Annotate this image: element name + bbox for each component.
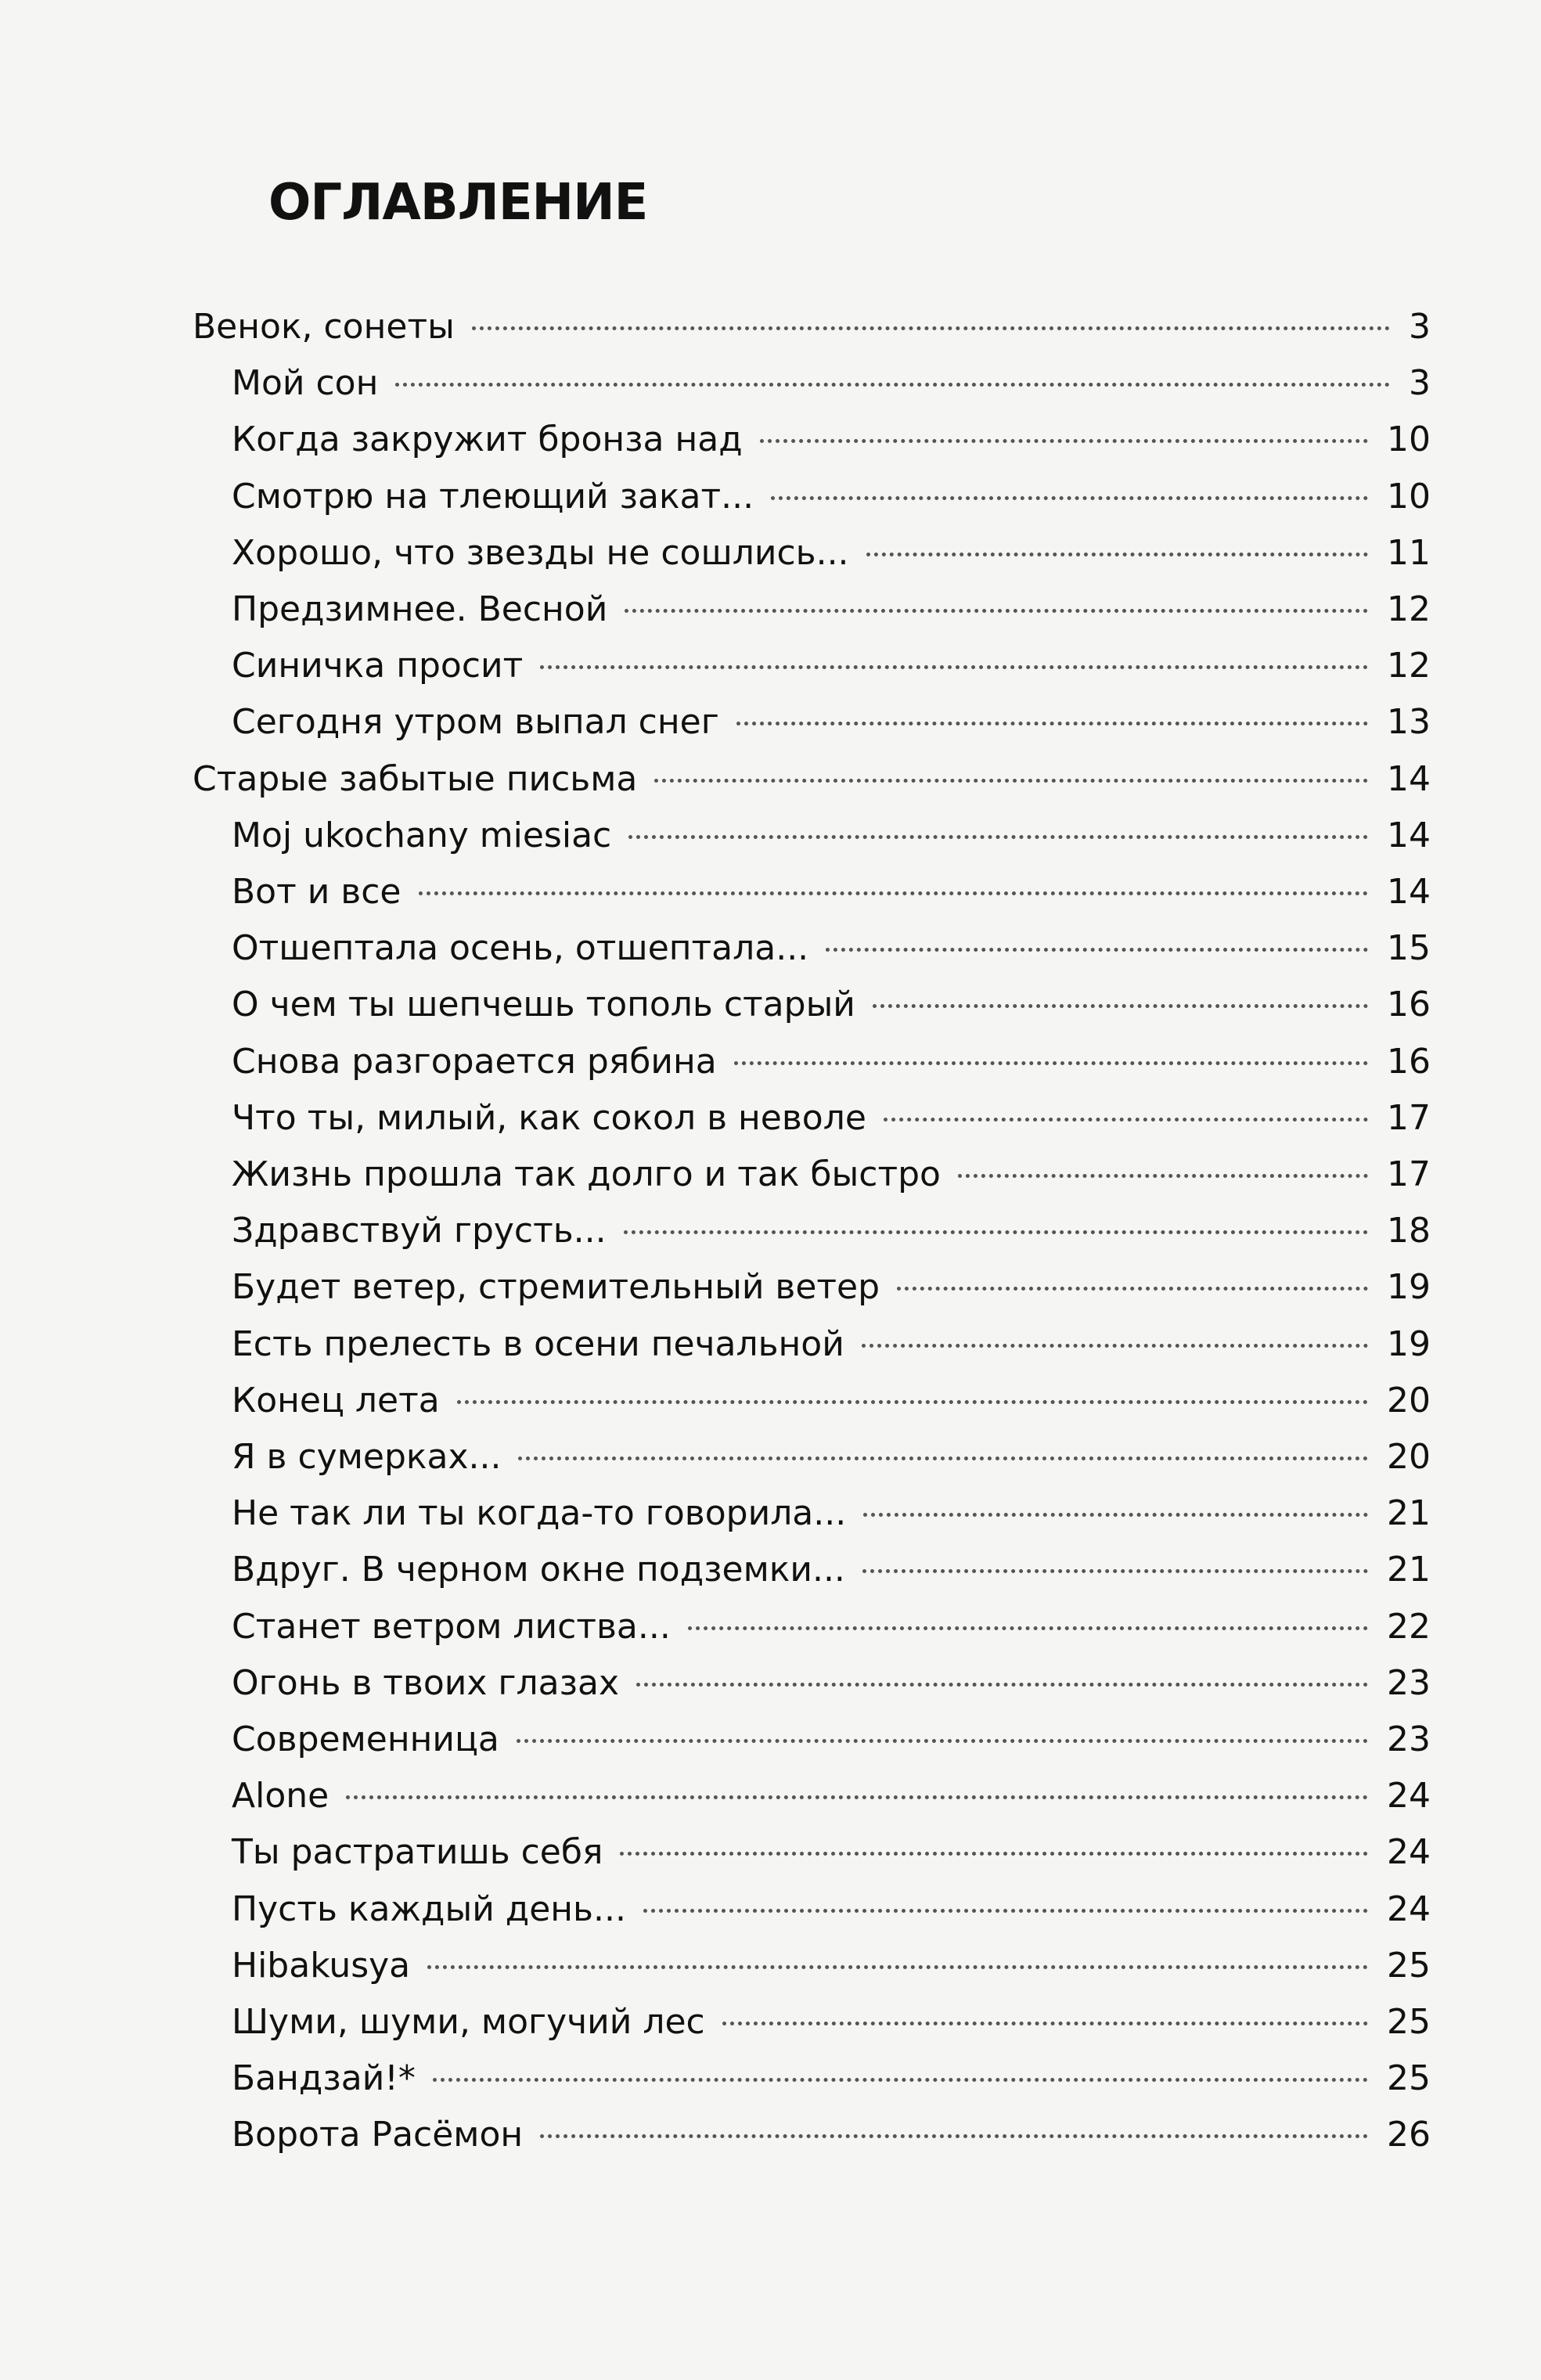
dot-leader xyxy=(346,1795,1368,1799)
toc-entry-title: Смотрю на тлеющий закат... xyxy=(232,477,754,517)
toc-entry-title: Moj ukochany miesiac xyxy=(232,816,612,855)
toc-entry-title: Ворота Расёмон xyxy=(232,2115,524,2155)
toc-entry-title: Конец лета xyxy=(232,1381,440,1420)
toc-entry xyxy=(232,586,1431,633)
toc-entry-title: Вдруг. В черном окне подземки... xyxy=(232,1550,845,1590)
dot-leader xyxy=(771,496,1368,500)
toc-entry-title: Снова разгорается рябина xyxy=(232,1042,717,1082)
dot-leader xyxy=(540,2134,1368,2138)
dot-leader xyxy=(472,326,1390,330)
dot-leader xyxy=(625,609,1368,613)
toc-page-number: 17 xyxy=(1387,1154,1431,1194)
toc-entry xyxy=(232,1321,1431,1368)
toc-entry xyxy=(232,1773,1431,1820)
toc-page-number: 21 xyxy=(1387,1550,1431,1590)
toc-entry xyxy=(232,643,1431,690)
toc-section-entry xyxy=(193,756,1431,803)
toc-entry xyxy=(232,1434,1431,1481)
toc-entry xyxy=(232,1886,1431,1933)
toc-entry xyxy=(232,1095,1431,1142)
toc-page-number: 12 xyxy=(1387,589,1431,629)
dot-leader xyxy=(734,1061,1368,1065)
toc-entry xyxy=(232,1604,1431,1651)
toc-entry xyxy=(232,1377,1431,1424)
toc-entry-title: Будет ветер, стремительный ветер xyxy=(232,1267,880,1307)
dot-leader xyxy=(958,1174,1368,1178)
toc-entry xyxy=(232,2112,1431,2159)
toc-page-number: 25 xyxy=(1387,2058,1431,2098)
dot-leader xyxy=(760,439,1368,443)
toc-entry-title: Сегодня утром выпал снег xyxy=(232,702,719,742)
toc-page-number: 19 xyxy=(1387,1267,1431,1307)
toc-page-number: 16 xyxy=(1387,985,1431,1024)
toc-entry-title: Здравствуй грусть... xyxy=(232,1211,607,1251)
dot-leader xyxy=(722,2022,1368,2025)
toc-entry-title: Шуми, шуми, могучий лес xyxy=(232,2002,705,2042)
toc-page-number: 11 xyxy=(1387,533,1431,573)
toc-entry-title: Синичка просит xyxy=(232,646,524,686)
toc-entry xyxy=(232,1999,1431,2046)
toc-entry-title: Не так ли ты когда-то говорила... xyxy=(232,1493,847,1533)
dot-leader xyxy=(518,1456,1368,1460)
page-title: ОГЛАВЛЕНИЕ xyxy=(268,174,648,232)
toc-page-number: 17 xyxy=(1387,1098,1431,1138)
toc-entry xyxy=(232,1943,1431,1989)
toc-entry-title: Я в сумерках... xyxy=(232,1437,502,1477)
toc-page-number: 24 xyxy=(1387,1832,1431,1872)
dot-leader xyxy=(688,1626,1368,1630)
dot-leader xyxy=(826,948,1368,952)
dot-leader xyxy=(540,665,1368,669)
dot-leader xyxy=(517,1739,1368,1743)
dot-leader xyxy=(624,1230,1368,1234)
toc-entry-title: Станет ветром листва... xyxy=(232,1607,671,1647)
dot-leader xyxy=(862,1344,1368,1348)
toc-page-number: 21 xyxy=(1387,1493,1431,1533)
toc-entry-title: Жизнь прошла так долго и так быстро xyxy=(232,1154,941,1194)
toc-page-number: 18 xyxy=(1387,1211,1431,1251)
toc-page-number: 26 xyxy=(1387,2115,1431,2155)
toc-section-entry xyxy=(193,304,1431,351)
toc-page-number: 13 xyxy=(1387,702,1431,742)
dot-leader xyxy=(427,1965,1368,1969)
toc-entry-title: Что ты, милый, как сокол в неволе xyxy=(232,1098,866,1138)
dot-leader xyxy=(873,1004,1368,1008)
toc-entry xyxy=(232,925,1431,972)
toc-entry-title: Вот и все xyxy=(232,872,401,912)
dot-leader xyxy=(866,553,1368,556)
dot-leader xyxy=(457,1400,1368,1404)
dot-leader xyxy=(620,1852,1368,1856)
toc-entry-title: Мой сон xyxy=(232,363,379,403)
toc-entry xyxy=(232,530,1431,577)
dot-leader xyxy=(628,835,1368,839)
toc-entry-title: Предзимнее. Весной xyxy=(232,589,608,629)
toc-entry-title: Когда закружит бронза над xyxy=(232,419,743,459)
toc-entry-title: Хорошо, что звезды не сошлись... xyxy=(232,533,849,573)
toc-page-number: 19 xyxy=(1387,1324,1431,1364)
toc-entry-title: Ты растратишь себя xyxy=(232,1832,603,1872)
toc-entry xyxy=(232,1546,1431,1593)
toc-page-number: 24 xyxy=(1387,1776,1431,1816)
toc-page-number: 25 xyxy=(1387,2002,1431,2042)
toc-entry xyxy=(232,1829,1431,1876)
dot-leader xyxy=(643,1909,1368,1913)
toc-entry-title: Пусть каждый день... xyxy=(232,1889,626,1929)
toc-entry xyxy=(232,869,1431,916)
toc-entry-title: Бандзай!* xyxy=(232,2058,416,2098)
toc-page-number: 23 xyxy=(1387,1663,1431,1703)
toc-entry xyxy=(232,473,1431,520)
toc-entry xyxy=(232,1490,1431,1537)
toc-page-number: 14 xyxy=(1387,759,1431,799)
dot-leader xyxy=(395,383,1390,387)
toc-page-number: 15 xyxy=(1387,928,1431,968)
toc-page-number: 14 xyxy=(1387,816,1431,855)
dot-leader xyxy=(636,1683,1368,1687)
toc-entry-title: Отшептала осень, отшептала... xyxy=(232,928,809,968)
toc-page-number: 24 xyxy=(1387,1889,1431,1929)
dot-leader xyxy=(897,1287,1368,1291)
toc-page-number: 23 xyxy=(1387,1719,1431,1759)
dot-leader xyxy=(862,1569,1368,1573)
toc-page-number: 14 xyxy=(1387,872,1431,912)
toc-entry-title: Старые забытые письма xyxy=(193,759,638,799)
toc-page-number: 22 xyxy=(1387,1607,1431,1647)
toc-page-number: 10 xyxy=(1387,477,1431,517)
dot-leader xyxy=(884,1118,1368,1122)
dot-leader xyxy=(863,1513,1368,1517)
toc-page-number: 25 xyxy=(1387,1946,1431,1986)
dot-leader xyxy=(419,891,1369,895)
toc-page-number: 12 xyxy=(1387,646,1431,686)
toc-page-number: 3 xyxy=(1409,363,1431,403)
toc-entry-title: Венок, сонеты xyxy=(193,307,455,347)
toc-entry-title: Hibakusya xyxy=(232,1946,411,1986)
dot-leader xyxy=(433,2078,1368,2082)
dot-leader xyxy=(736,722,1368,726)
toc-entry xyxy=(232,1208,1431,1255)
toc-entry-title: Alone xyxy=(232,1776,329,1816)
toc-entry-title: Есть прелесть в осени печальной xyxy=(232,1324,844,1364)
toc-page-number: 20 xyxy=(1387,1437,1431,1477)
toc-entry xyxy=(232,812,1431,859)
toc-page-number: 3 xyxy=(1409,307,1431,347)
toc-page-number: 10 xyxy=(1387,419,1431,459)
toc-page-number: 20 xyxy=(1387,1381,1431,1420)
toc-entry-title: О чем ты шепчешь тополь старый xyxy=(232,985,855,1024)
toc-entry-title: Огонь в твоих глазах xyxy=(232,1663,619,1703)
toc-entry xyxy=(232,416,1431,463)
toc-entry xyxy=(232,1660,1431,1707)
toc-entry xyxy=(232,699,1431,746)
dot-leader xyxy=(654,779,1368,783)
toc-page-number: 16 xyxy=(1387,1042,1431,1082)
toc-entry xyxy=(232,2055,1431,2102)
toc-entry xyxy=(232,981,1431,1028)
toc-entry xyxy=(232,1151,1431,1198)
toc-entry xyxy=(232,360,1431,407)
toc-entry xyxy=(232,1039,1431,1086)
toc-entry xyxy=(232,1716,1431,1763)
toc-entry-title: Современница xyxy=(232,1719,499,1759)
toc-entry xyxy=(232,1264,1431,1311)
